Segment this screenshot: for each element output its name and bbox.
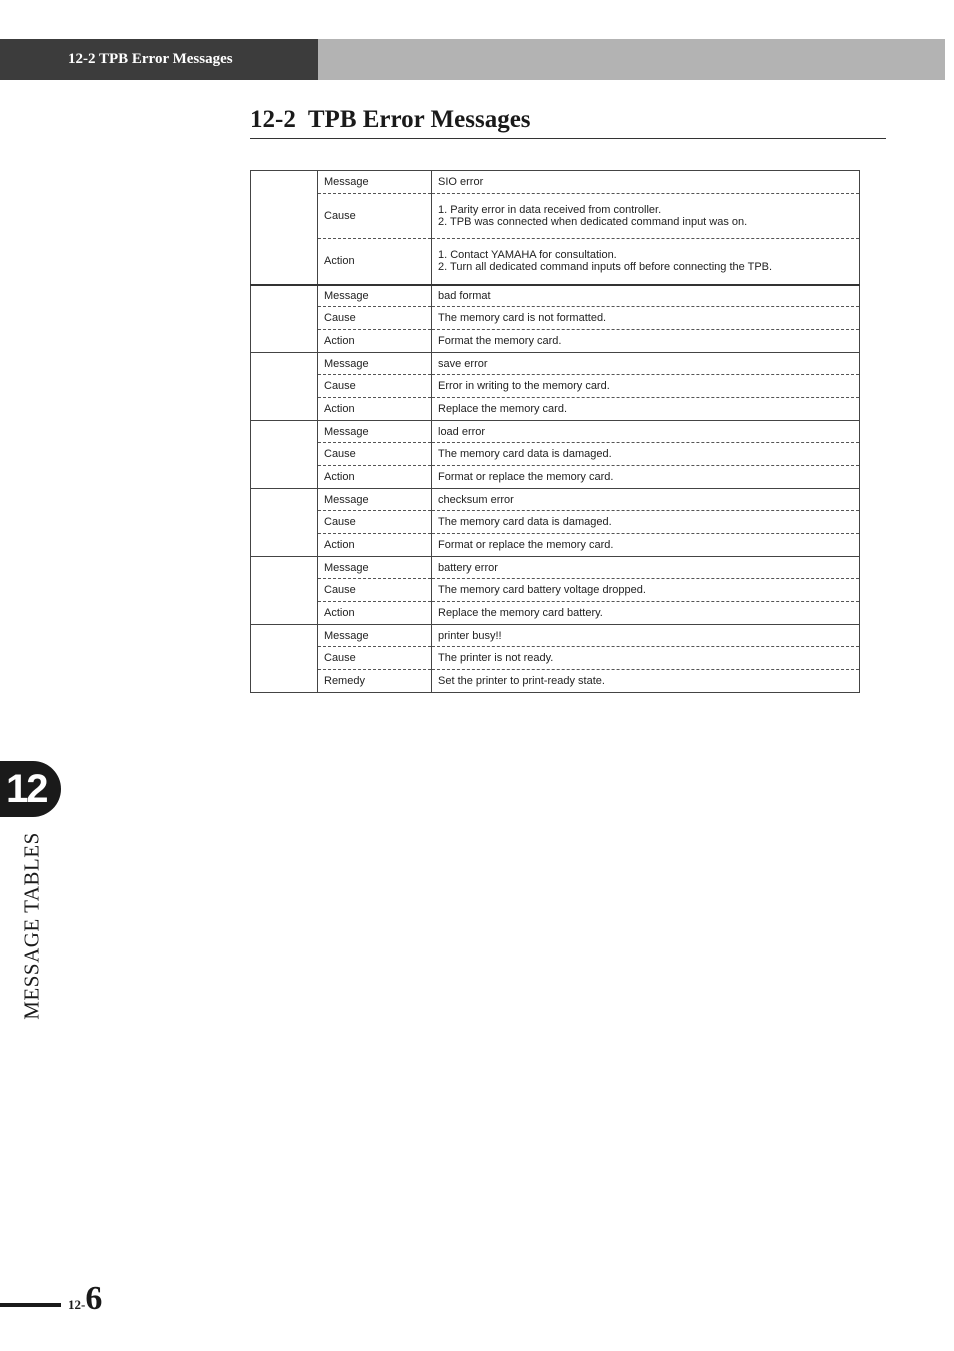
- row-value-line: The memory card data is damaged.: [438, 448, 612, 460]
- table-row: [251, 171, 860, 194]
- chapter-tab: [0, 761, 61, 817]
- page-number: [68, 1280, 102, 1318]
- row-value-line: 1. Parity error in data received from controller.: [438, 204, 662, 216]
- row-value-line: printer busy!!: [438, 629, 502, 642]
- row-label-cell: Cause: [318, 511, 432, 534]
- row-label-cell: Message: [318, 171, 432, 194]
- running-header-dark-block: [0, 39, 318, 80]
- row-value-line: bad format: [438, 289, 491, 302]
- row-value-cell: [432, 670, 860, 693]
- table-row: [251, 375, 860, 398]
- row-label-cell: Cause: [318, 375, 432, 398]
- row-label-cell: Remedy: [318, 670, 432, 693]
- row-value-cell: [432, 534, 860, 557]
- page-number-prefix: 12-: [68, 1297, 86, 1312]
- row-label-cell: Action: [318, 466, 432, 489]
- row-value-line: checksum error: [438, 493, 514, 506]
- row-label-cell: Cause: [318, 194, 432, 239]
- error-group-number-cell: [251, 421, 318, 489]
- table-row: [251, 602, 860, 625]
- footer-rule: [0, 1303, 61, 1307]
- row-value-line: Format or replace the memory card.: [438, 471, 614, 483]
- table-row: [251, 557, 860, 579]
- error-group-number-cell: [251, 625, 318, 693]
- table-row: [251, 466, 860, 489]
- row-value-cell: [432, 602, 860, 625]
- row-value-line: 2. TPB was connected when dedicated command input was on.: [438, 216, 748, 228]
- row-value-cell: [432, 511, 860, 534]
- row-value-cell: [432, 285, 860, 307]
- row-value-line: save error: [438, 357, 488, 370]
- table-row: [251, 398, 860, 421]
- row-value-line: The memory card data is damaged.: [438, 516, 612, 528]
- row-value-line: Replace the memory card.: [438, 403, 567, 415]
- row-value-cell: [432, 557, 860, 579]
- row-value-cell: [432, 421, 860, 443]
- table-row: [251, 239, 860, 285]
- running-header-bar: [0, 39, 945, 80]
- row-label-cell: Message: [318, 557, 432, 579]
- row-value-line: Format or replace the memory card.: [438, 539, 614, 551]
- row-label-cell: Message: [318, 489, 432, 511]
- error-group-number-cell: [251, 489, 318, 557]
- page-number-main: 6: [85, 1280, 103, 1317]
- title-underline: [250, 138, 886, 139]
- chapter-title-vertical: MESSAGE TABLES: [19, 832, 44, 1020]
- row-value-line: Replace the memory card battery.: [438, 607, 603, 619]
- table-row: [251, 330, 860, 353]
- table-row: [251, 421, 860, 443]
- table-row: [251, 625, 860, 647]
- table-row: [251, 670, 860, 693]
- row-value-cell: [432, 466, 860, 489]
- row-value-cell: [432, 330, 860, 353]
- table-row: [251, 194, 860, 239]
- row-value-line: battery error: [438, 561, 498, 574]
- row-value-cell: [432, 625, 860, 647]
- row-value-cell: [432, 194, 860, 239]
- row-value-line: Error in writing to the memory card.: [438, 380, 610, 392]
- row-label-cell: Message: [318, 421, 432, 443]
- error-group-number-cell: [251, 285, 318, 353]
- row-label-cell: Message: [318, 285, 432, 307]
- row-value-cell: [432, 489, 860, 511]
- row-value-cell: [432, 353, 860, 375]
- table-row: [251, 307, 860, 330]
- error-message-table: [250, 170, 860, 693]
- row-value-line: Set the printer to print-ready state.: [438, 675, 605, 687]
- row-value-line: The memory card battery voltage dropped.: [438, 584, 646, 596]
- page-title: 12-2 TPB Error Messages: [250, 106, 531, 133]
- row-value-cell: [432, 443, 860, 466]
- row-value-line: The memory card is not formatted.: [438, 312, 607, 324]
- row-value-cell: [432, 171, 860, 194]
- row-value-cell: [432, 307, 860, 330]
- table-row: [251, 489, 860, 511]
- row-label-cell: Action: [318, 330, 432, 353]
- row-value-line: SIO error: [438, 176, 484, 188]
- row-value-line: 2. Turn all dedicated command inputs off before connecting the TPB.: [438, 261, 773, 274]
- table-row: [251, 534, 860, 557]
- row-value-line: 1. Contact YAMAHA for consultation.: [438, 249, 617, 262]
- row-value-line: load error: [438, 425, 486, 438]
- table-row: [251, 353, 860, 375]
- running-header-label: 12-2 TPB Error Messages: [68, 51, 233, 67]
- row-label-cell: Message: [318, 353, 432, 375]
- error-group-number-cell: [251, 557, 318, 625]
- error-group-number-cell: [251, 353, 318, 421]
- row-value-cell: [432, 579, 860, 602]
- error-group-number-cell: [251, 171, 318, 285]
- row-label-cell: Action: [318, 534, 432, 557]
- table-row: [251, 511, 860, 534]
- row-value-cell: [432, 239, 860, 285]
- row-label-cell: Action: [318, 398, 432, 421]
- table-row: [251, 579, 860, 602]
- row-value-cell: [432, 375, 860, 398]
- row-label-cell: Cause: [318, 307, 432, 330]
- row-value-line: Format the memory card.: [438, 335, 562, 347]
- row-label-cell: Message: [318, 625, 432, 647]
- chapter-number: 12: [6, 767, 47, 811]
- row-value-line: The printer is not ready.: [438, 652, 554, 664]
- row-value-cell: [432, 398, 860, 421]
- table-row: [251, 285, 860, 307]
- table-row: [251, 647, 860, 670]
- row-label-cell: Cause: [318, 443, 432, 466]
- row-label-cell: Cause: [318, 579, 432, 602]
- row-label-cell: Action: [318, 239, 432, 285]
- error-message-table-body: [251, 171, 860, 693]
- row-label-cell: Action: [318, 602, 432, 625]
- row-label-cell: Cause: [318, 647, 432, 670]
- row-value-cell: [432, 647, 860, 670]
- table-row: [251, 443, 860, 466]
